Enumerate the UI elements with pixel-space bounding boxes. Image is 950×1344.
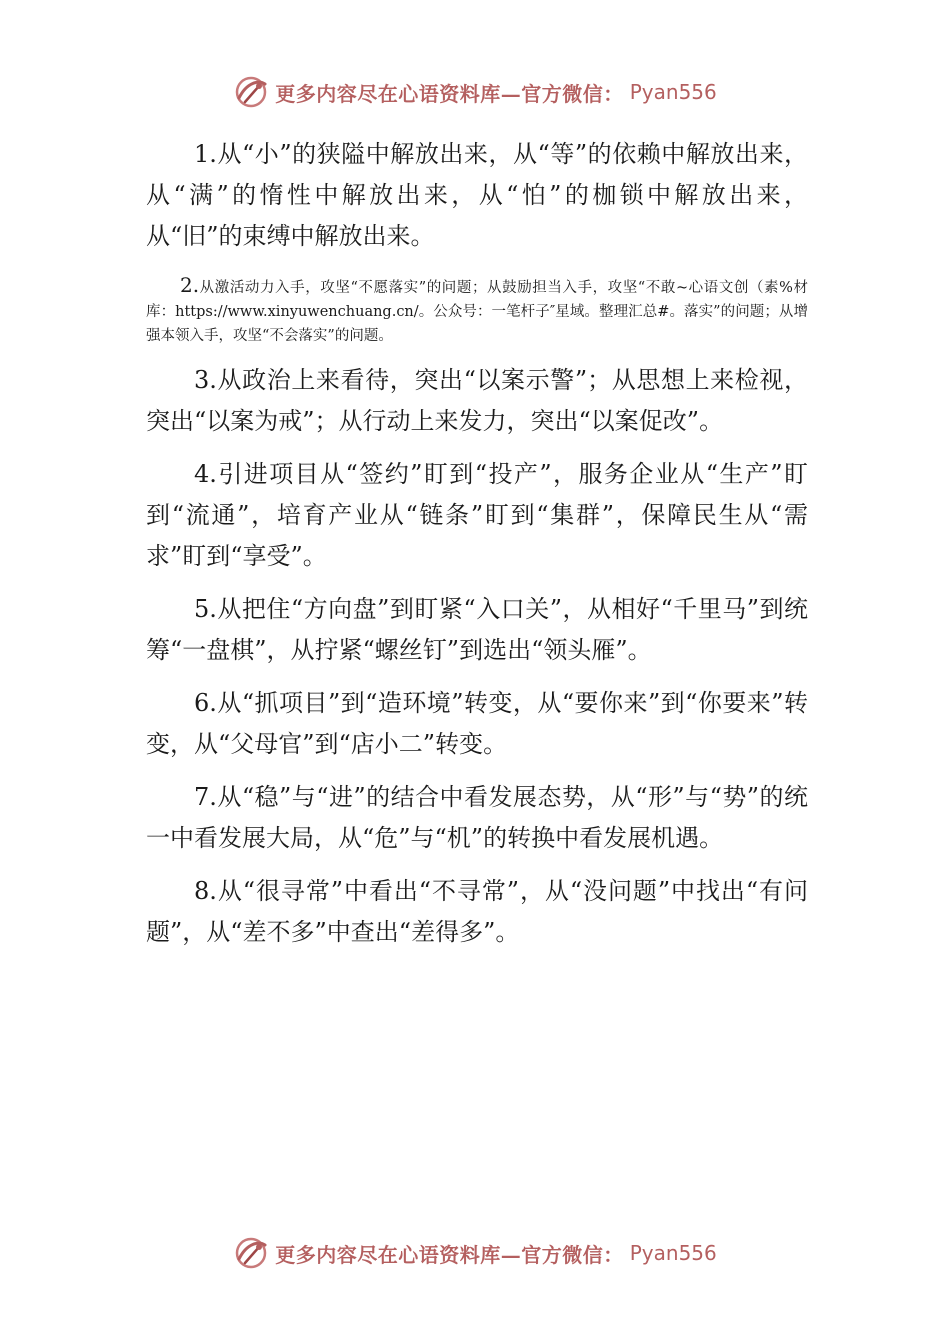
brand-logo-icon [233, 1235, 269, 1271]
header-banner [233, 74, 717, 110]
document-body [146, 134, 808, 953]
list-item-6: 6.从“抓项目”到“造环境”转变，从“要你来”到“你要来”转变，从“父母官”到“店小二”转变。 [146, 689, 808, 758]
page-footer [0, 1233, 950, 1273]
list-item-8: 8.从“很寻常”中看出“不寻常”，从“没问题”中找出“有问题”，从“差不多”中查出“差得多”。 [146, 877, 808, 946]
list-item-1: 1.从“小”的狭隘中解放出来，从“等”的依赖中解放出来，从“满”的惰性中解放出来，从“怕”的枷锁中解放出来，从“旧”的束缚中解放出来。 [146, 140, 808, 250]
list-item-2-text: 从激活动力入手，攻坚“不愿落实”的问题；从鼓励担当入手，攻坚“不敢~心语文创（素%材库：https://www.xinyuwenchuang.cn/。公众号：一笔杆子″星域。整理汇总#。落实”的问题；从增强本领入手，攻坚“不会落实”的问题。 [146, 280, 808, 344]
list-item-7: 7.从“稳”与“进”的结合中看发展态势，从“形”与“势”的统一中看发展大局，从“危”与“机”的转换中看发展机遇。 [146, 783, 808, 852]
list-item-4: 4.引进项目从“签约”盯到“投产”，服务企业从“生产”盯到“流通”，培育产业从“链条”盯到“集群”，保障民生从“需求”盯到“享受”。 [146, 460, 808, 570]
footer-wechat-id: Pyan556 [629, 1241, 717, 1265]
header-wechat-id: Pyan556 [629, 80, 717, 104]
footer-banner-text: 更多内容尽在心语资料库—官方微信： [275, 1242, 624, 1267]
list-item-3: 3.从政治上来看待，突出“以案示警”；从思想上来检视，突出“以案为戒”；从行动上来发力，突出“以案促改”。 [146, 366, 808, 435]
brand-logo-icon [233, 74, 269, 110]
page-header [0, 72, 950, 112]
list-item-2 [146, 269, 808, 348]
list-item-5: 5.从把住“方向盘”到盯紧“入口关”，从相好“千里马”到统筹“一盘棋”，从拧紧“螺丝钉”到选出“领头雁”。 [146, 595, 808, 664]
list-item-2-number: 2. [180, 273, 200, 297]
footer-banner [233, 1235, 717, 1271]
header-banner-text: 更多内容尽在心语资料库—官方微信： [275, 81, 624, 106]
